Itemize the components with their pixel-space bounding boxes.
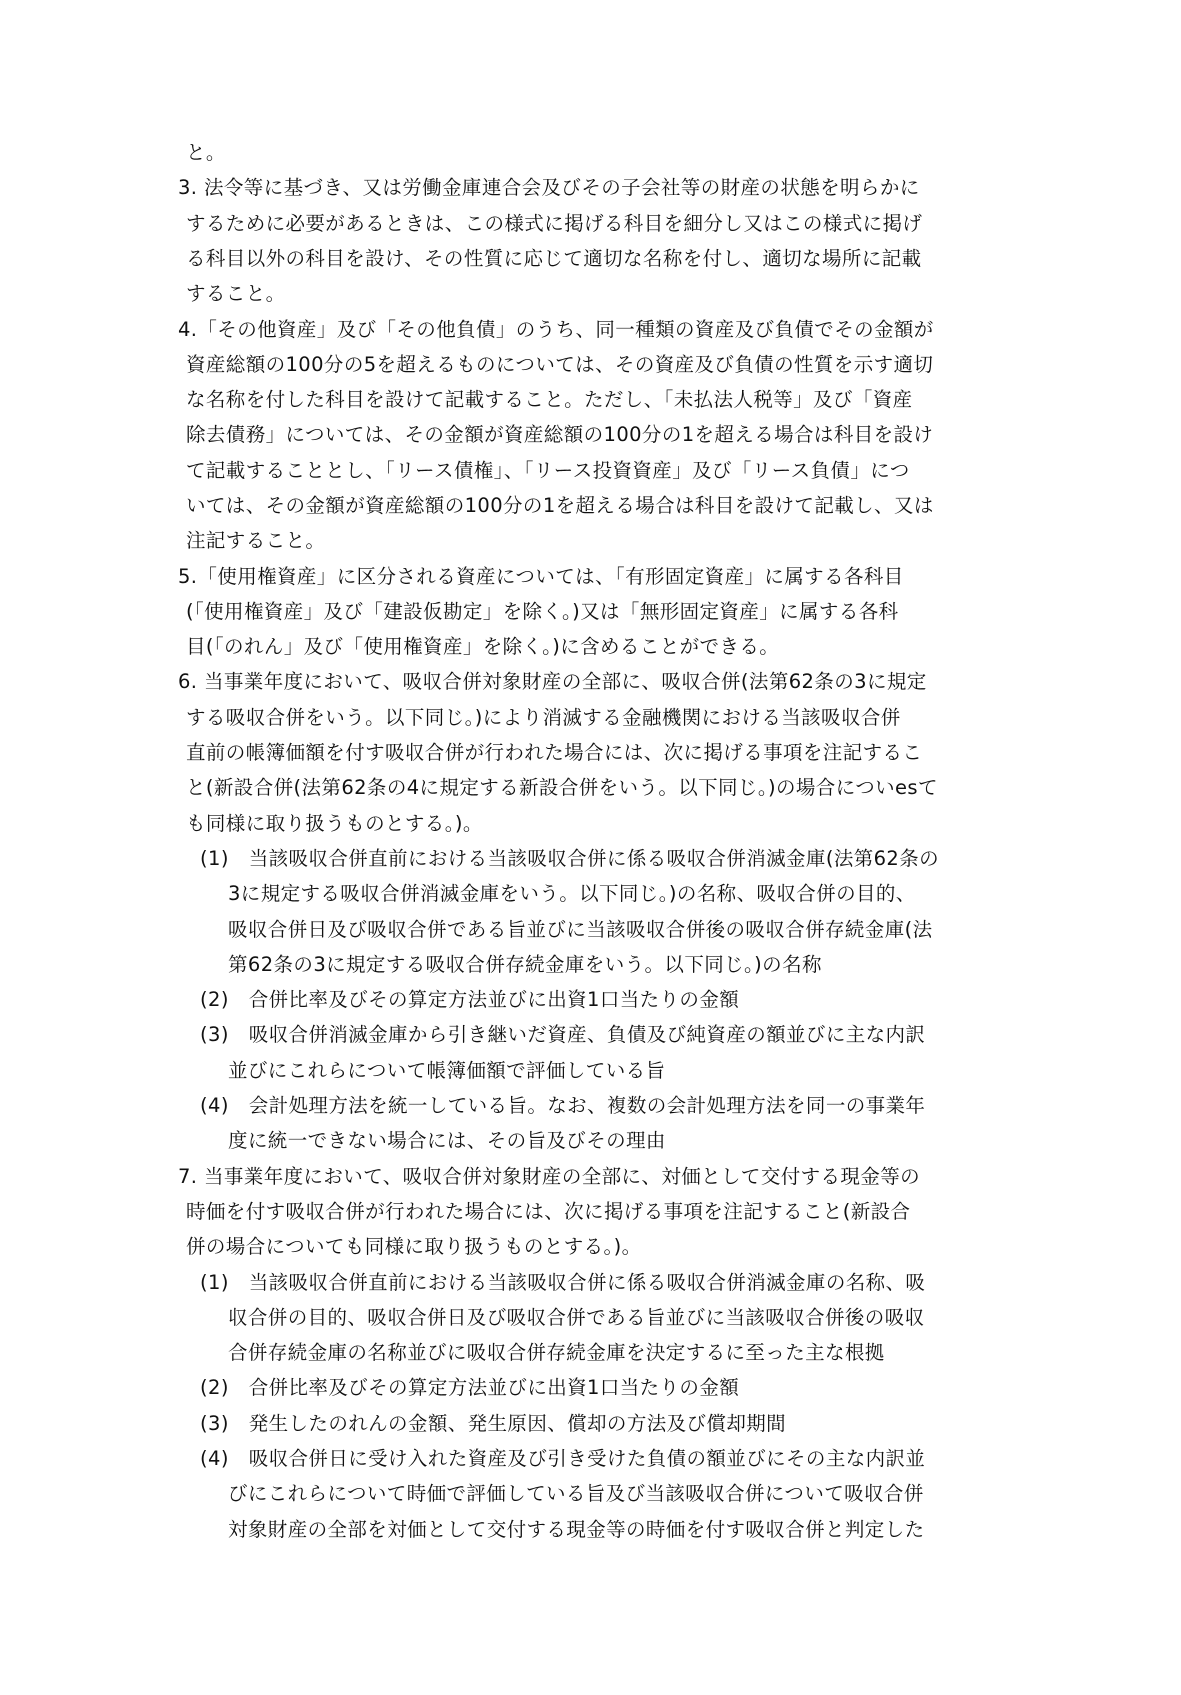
text-line: 吸収合併日及び吸収合併である旨並びに当該吸収合併後の吸収合併存続金庫(法 [228, 918, 933, 941]
text-line: 6. 当事業年度において、吸収合併対象財産の全部に、吸収合併(法第62条の3に規定 [178, 670, 927, 693]
text-line: (4) 吸収合併日に受け入れた資産及び引き受けた負債の額並びにその主な内訳並 [200, 1447, 926, 1470]
text-line: と(新設合併(法第62条の4に規定する新設合併をいう。以下同じ。)の場合についesて [186, 776, 938, 799]
text-line: 資産総額の100分の5を超えるものについては、その資産及び負債の性質を示す適切 [186, 353, 934, 376]
text-line: な名称を付した科目を設けて記載すること。ただし、「未払法人税等」及び「資産 [186, 388, 913, 411]
text-line: 7. 当事業年度において、吸収合併対象財産の全部に、対価として交付する現金等の [178, 1165, 921, 1188]
text-line: る科目以外の科目を設け、その性質に応じて適切な名称を付し、適切な場所に記載 [186, 247, 922, 270]
text-line: すること。 [186, 282, 286, 305]
text-line: も同様に取り扱うものとする。)。 [186, 812, 483, 835]
text-line: 度に統一できない場合には、その旨及びその理由 [228, 1129, 666, 1152]
text-line: 対象財産の全部を対価として交付する現金等の時価を付す吸収合併と判定した [228, 1518, 925, 1541]
text-line: (1) 当該吸収合併直前における当該吸収合併に係る吸収合併消滅金庫(法第62条の [200, 847, 940, 870]
text-line: 3に規定する吸収合併消滅金庫をいう。以下同じ。)の名称、吸収合併の目的、 [228, 882, 916, 905]
text-line: て記載することとし、「リース債権」、「リース投資資産」及び「リース負債」につ [186, 459, 910, 482]
text-line: (3) 吸収合併消滅金庫から引き継いだ資産、負債及び純資産の額並びに主な内訳 [200, 1023, 926, 1046]
text-line: 直前の帳簿価額を付す吸収合併が行われた場合には、次に掲げる事項を注記するこ [186, 741, 923, 764]
text-line: 収合併の目的、吸収合併日及び吸収合併である旨並びに当該吸収合併後の吸収 [228, 1306, 925, 1329]
text-line: 5.「使用権資産」に区分される資産については、「有形固定資産」に属する各科目 [178, 565, 904, 588]
text-line: 3. 法令等に基づき、又は労働金庫連合会及びその子会社等の財産の状態を明らかに [178, 176, 920, 199]
text-line: (2) 合併比率及びその算定方法並びに出資1口当たりの金額 [200, 1376, 740, 1399]
text-line: 併の場合についても同様に取り扱うものとする。)。 [186, 1235, 642, 1258]
text-line: 目(「のれん」及び「使用権資産」を除く。)に含めることができる。 [186, 635, 780, 658]
text-line: (4) 会計処理方法を統一している旨。なお、複数の会計処理方法を同一の事業年 [200, 1094, 926, 1117]
text-line: 除去債務」については、その金額が資産総額の100分の1を超える場合は科目を設け [186, 423, 934, 446]
text-line: 4.「その他資産」及び「その他負債」のうち、同一種類の資産及び負債でその金額が [178, 318, 934, 341]
text-line: するために必要があるときは、この様式に掲げる科目を細分し又はこの様式に掲げ [186, 212, 923, 235]
text-line: (2) 合併比率及びその算定方法並びに出資1口当たりの金額 [200, 988, 740, 1011]
text-line: びにこれらについて時価で評価している旨及び当該吸収合併について吸収合併 [228, 1482, 924, 1505]
text-line: する吸収合併をいう。以下同じ。)により消滅する金融機関における当該吸収合併 [186, 706, 901, 729]
text-line: 並びにこれらについて帳簿価額で評価している旨 [228, 1059, 666, 1082]
text-line: (1) 当該吸収合併直前における当該吸収合併に係る吸収合併消滅金庫の名称、吸 [200, 1271, 926, 1294]
text-line: 注記すること。 [186, 529, 326, 552]
text-line: 第62条の3に規定する吸収合併存続金庫をいう。以下同じ。)の名称 [228, 953, 822, 976]
text-line: 合併存続金庫の名称並びに吸収合併存続金庫を決定するに至った主な根拠 [228, 1341, 885, 1364]
text-line: (「使用権資産」及び「建設仮勘定」を除く。)又は「無形固定資産」に属する各科 [186, 600, 899, 623]
text-line: (3) 発生したのれんの金額、発生原因、償却の方法及び償却期間 [200, 1412, 787, 1435]
text-line: と。 [186, 141, 226, 164]
text-line: いては、その金額が資産総額の100分の1を超える場合は科目を設けて記載し、又は [186, 494, 934, 517]
text-line: 時価を付す吸収合併が行われた場合には、次に掲げる事項を注記すること(新設合 [186, 1200, 911, 1223]
